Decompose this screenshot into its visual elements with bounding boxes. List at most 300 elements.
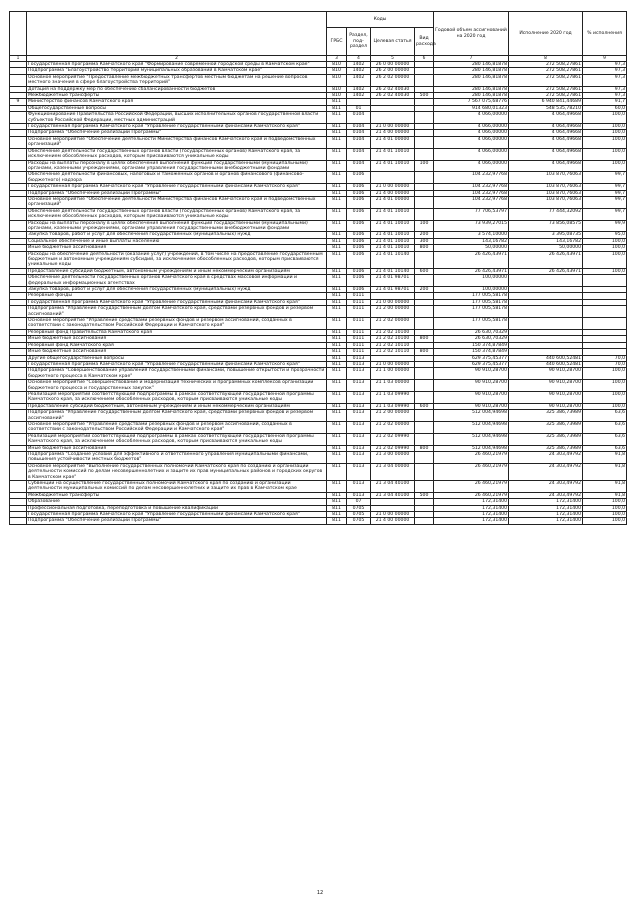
cell-exec (509, 275, 583, 287)
cell-exec: 172,31400 (509, 499, 583, 505)
cell-grbs: 811 (327, 463, 347, 480)
cell-plan: 177 005,58178 (434, 293, 509, 299)
cell-vr (415, 74, 434, 86)
cell-grbs: 811 (327, 172, 347, 184)
cell-rz: 0111 (347, 342, 371, 348)
cell-plan: 150 374,87849 (434, 349, 509, 355)
cell-pct (583, 275, 627, 287)
cell-plan: 90 910,28700 (434, 391, 509, 403)
cell-grbs: 811 (327, 403, 347, 409)
cell-cs: 21 1 03 09990 (371, 391, 415, 403)
header-grbs: ГРБС (327, 28, 347, 56)
cell-name: Предоставление субсидий бюджетным, автономным учреждениям и иным некоммерческим организациям (27, 403, 327, 409)
cell-exec: 50,00000 (509, 245, 583, 251)
cell-plan: 629 375,45377 (434, 355, 509, 361)
cell-plan: 26 460,21979 (434, 463, 509, 480)
cell-name: Функционирование Правительства Российской Федерации, высших исполнительных органов государственной власти субъектов Российской Федерации, местных администраций (27, 112, 327, 124)
cell-pct: 100,0 (583, 124, 627, 130)
cell-name: Резервный фонд Камчатского края (27, 342, 327, 348)
cell-exec (509, 306, 583, 318)
cell-rz: 0106 (347, 196, 371, 208)
cell-name: Государственная программа Камчатского края "Управление государственными финансами Камчатского края" (27, 184, 327, 190)
cell-name: Подпрограмма "Благоустройство территорий муниципальных образований в Камчатском крае" (27, 68, 327, 74)
table-row (10, 172, 627, 184)
cell-grbs: 811 (327, 329, 347, 335)
cell-n (10, 368, 27, 380)
cell-grbs: 811 (327, 99, 347, 105)
cell-vr (415, 481, 434, 493)
cell-grbs: 810 (327, 62, 347, 68)
cell-rz: 0113 (347, 463, 371, 480)
cell-n (10, 306, 27, 318)
cell-vr (415, 410, 434, 422)
cell-vr: 300 (415, 238, 434, 244)
cell-cs: 21 0 00 00000 (371, 361, 415, 367)
col-number: 8 (509, 56, 583, 62)
cell-vr: 200 (415, 232, 434, 238)
cell-pct: 91,7 (583, 99, 627, 105)
cell-exec: 24 303,49792 (509, 481, 583, 493)
cell-rz: 0106 (347, 245, 371, 251)
cell-pct: 100,0 (583, 251, 627, 268)
cell-exec: 4 064,49668 (509, 160, 583, 172)
cell-pct: 63,6 (583, 421, 627, 433)
cell-vr (415, 148, 434, 160)
cell-pct: 70,0 (583, 355, 627, 361)
cell-vr: 600 (415, 403, 434, 409)
table-row (10, 433, 627, 445)
cell-grbs: 810 (327, 93, 347, 99)
cell-cs: 21 2 02 09990 (371, 445, 415, 451)
cell-vr (415, 433, 434, 445)
cell-pct: 99,7 (583, 196, 627, 208)
cell-grbs: 811 (327, 499, 347, 505)
cell-name: Основное мероприятие "Предоставление межбюджетных трансфертов местным бюджетам на решение вопросов местного значения в сфере благоустройства территорий" (27, 74, 327, 86)
cell-exec: 26 426,43971 (509, 268, 583, 274)
cell-pct: 100,0 (583, 391, 627, 403)
cell-n: 9 (10, 99, 27, 105)
cell-rz: 0111 (347, 306, 371, 318)
table-row (10, 368, 627, 380)
cell-pct: 100,0 (583, 499, 627, 505)
cell-plan: 629 375,45377 (434, 361, 509, 367)
cell-cs: 21 4 01 10010 (371, 245, 415, 251)
cell-grbs: 811 (327, 232, 347, 238)
cell-exec: 90 910,28700 (509, 403, 583, 409)
cell-cs: 21 4 01 10010 (371, 232, 415, 238)
cell-grbs: 811 (327, 452, 347, 464)
cell-grbs: 811 (327, 368, 347, 380)
cell-rz: 0113 (347, 452, 371, 464)
cell-grbs: 811 (327, 124, 347, 130)
cell-cs: 21 4 01 10010 (371, 220, 415, 232)
cell-rz: 0106 (347, 208, 371, 220)
cell-vr (415, 318, 434, 330)
table-row (10, 112, 627, 124)
cell-plan: 914 680,01323 (434, 105, 509, 111)
cell-name: Государственная программа Камчатского края "Формирование современной городской среды в Камчатском крае" (27, 62, 327, 68)
cell-name: Субвенции на осуществление государственных полномочий Камчатского края по созданию и организации деятельности муниципальных комиссий по делам несовершеннолетних и защите их прав в Камчатском крае (27, 481, 327, 493)
cell-cs: 21 2 00 00000 (371, 410, 415, 422)
cell-rz: 0104 (347, 160, 371, 172)
cell-cs (371, 172, 415, 184)
cell-plan: 104 232,97768 (434, 184, 509, 190)
cell-plan: 100,00000 (434, 287, 509, 293)
table-row (10, 275, 627, 287)
table-row (10, 136, 627, 148)
table-row (10, 452, 627, 464)
cell-n (10, 112, 27, 124)
cell-plan: 104 232,97768 (434, 172, 509, 184)
cell-vr (415, 380, 434, 392)
cell-rz: 0113 (347, 492, 371, 498)
cell-plan: 280 146,81878 (434, 68, 509, 74)
cell-n (10, 518, 27, 524)
cell-plan: 512 004,94698 (434, 410, 509, 422)
cell-grbs: 811 (327, 349, 347, 355)
cell-cs: 21 4 01 10010 (371, 208, 415, 220)
cell-cs: 21 0 00 00000 (371, 184, 415, 190)
cell-n (10, 433, 27, 445)
cell-pct: 100,0 (583, 148, 627, 160)
table-body (10, 62, 627, 525)
cell-exec: 172,31400 (509, 512, 583, 518)
cell-name: Основное мероприятие "Управление средствами резервных фондов и резервом ассигнований, созданных в соответствии с законодательством Российской Федерации и Камчатского края" (27, 318, 327, 330)
cell-name: Закупка товаров, работ и услуг для обеспечения государственных (муниципальных) нужд (27, 232, 327, 238)
cell-plan: 26 460,21979 (434, 452, 509, 464)
cell-exec: 325 386,73989 (509, 421, 583, 433)
cell-exec: 272 508,27861 (509, 74, 583, 86)
table-row (10, 410, 627, 422)
cell-rz: 0104 (347, 124, 371, 130)
cell-name: Государственная программа Камчатского края "Управление государственными финансами Камчатского края" (27, 124, 327, 130)
cell-n (10, 136, 27, 148)
cell-pct: 63,6 (583, 445, 627, 451)
cell-vr: 800 (415, 349, 434, 355)
budget-execution-table (9, 11, 627, 525)
cell-plan: 4 066,00000 (434, 130, 509, 136)
cell-pct: 97,3 (583, 93, 627, 99)
cell-grbs: 810 (327, 86, 347, 92)
cell-grbs: 811 (327, 196, 347, 208)
cell-exec: 4 064,49668 (509, 148, 583, 160)
cell-pct: 99,7 (583, 208, 627, 220)
cell-pct: 95,0 (583, 232, 627, 238)
cell-name: Иные бюджетные ассигнования (27, 445, 327, 451)
cell-grbs: 811 (327, 505, 347, 511)
cell-exec: 548 535,78210 (509, 105, 583, 111)
cell-cs: 21 0 00 00000 (371, 299, 415, 305)
cell-vr (415, 452, 434, 464)
cell-cs: 21 4 01 10140 (371, 268, 415, 274)
header-name (27, 12, 327, 56)
cell-name: Подпрограмма "Обеспечение реализации Программы" (27, 130, 327, 136)
cell-cs: 21 2 02 10110 (371, 349, 415, 355)
cell-pct: 91,8 (583, 463, 627, 480)
cell-rz: 0705 (347, 505, 371, 511)
cell-pct: 100,0 (583, 130, 627, 136)
cell-name: Предоставление субсидий бюджетным, автономным учреждениям и иным некоммерческим организациям (27, 268, 327, 274)
cell-vr (415, 136, 434, 148)
cell-exec: 325 386,73989 (509, 445, 583, 451)
cell-exec: 172,31400 (509, 505, 583, 511)
cell-plan: 104 232,97768 (434, 196, 509, 208)
cell-rz: 0113 (347, 361, 371, 367)
table-row (10, 208, 627, 220)
header-vr: Вид расхода (415, 28, 434, 56)
cell-grbs: 811 (327, 512, 347, 518)
cell-plan: 177 005,58178 (434, 306, 509, 318)
cell-plan: 4 066,00000 (434, 124, 509, 130)
cell-exec: 325 386,73989 (509, 410, 583, 422)
cell-cs: 21 0 00 00000 (371, 124, 415, 130)
cell-pct: 100,0 (583, 512, 627, 518)
cell-exec: 6 940 841,44689 (509, 99, 583, 105)
cell-name: Подпрограмма "Совершенствование управления государственными финансами, повышение открытости и прозрачности бюджетного процесса в Камчатском крае" (27, 368, 327, 380)
cell-n (10, 220, 27, 232)
cell-rz: 0106 (347, 172, 371, 184)
cell-exec (509, 318, 583, 330)
cell-plan: 177 005,58178 (434, 299, 509, 305)
cell-exec: 3 395,08735 (509, 232, 583, 238)
cell-rz: 0106 (347, 220, 371, 232)
cell-name: Иные бюджетные ассигнования (27, 349, 327, 355)
cell-name: Министерство финансов Камчатского края (27, 99, 327, 105)
cell-rz: 0113 (347, 481, 371, 493)
cell-grbs: 811 (327, 136, 347, 148)
cell-rz: 1402 (347, 86, 371, 92)
col-number: 9 (583, 56, 627, 62)
cell-grbs: 811 (327, 184, 347, 190)
cell-grbs: 811 (327, 160, 347, 172)
cell-n (10, 196, 27, 208)
table-row (10, 160, 627, 172)
cell-cs: 21 2 02 10100 (371, 336, 415, 342)
cell-cs: 21 2 02 00000 (371, 318, 415, 330)
cell-exec: 272 508,27861 (509, 86, 583, 92)
cell-grbs: 811 (327, 342, 347, 348)
cell-name: Межбюджетные трансферты (27, 492, 327, 498)
table-row (10, 481, 627, 493)
cell-rz: 0106 (347, 184, 371, 190)
cell-plan: 26 630,70329 (434, 329, 509, 335)
cell-name: Подпрограмма "Обеспечение реализации Программы" (27, 190, 327, 196)
table-row (10, 463, 627, 480)
cell-name: Резервные фонды (27, 293, 327, 299)
cell-pct (583, 318, 627, 330)
cell-n (10, 208, 27, 220)
cell-grbs: 811 (327, 336, 347, 342)
cell-grbs: 811 (327, 361, 347, 367)
cell-name: Подпрограмма "Обеспечение реализации Программы" (27, 518, 327, 524)
cell-pct: 100,0 (583, 368, 627, 380)
cell-plan: 172,31400 (434, 512, 509, 518)
cell-plan: 90 910,28700 (434, 403, 509, 409)
cell-grbs: 811 (327, 251, 347, 268)
cell-rz: 0111 (347, 299, 371, 305)
cell-rz: 0113 (347, 433, 371, 445)
table-row (10, 421, 627, 433)
cell-grbs: 811 (327, 293, 347, 299)
cell-exec: 103 870,76063 (509, 172, 583, 184)
cell-n (10, 452, 27, 464)
cell-pct: 63,6 (583, 433, 627, 445)
cell-cs: 21 4 00 00000 (371, 190, 415, 196)
cell-rz: 0106 (347, 190, 371, 196)
cell-cs: 26 2 02 00000 (371, 74, 415, 86)
cell-vr: 800 (415, 445, 434, 451)
cell-n (10, 172, 27, 184)
table-row (10, 306, 627, 318)
cell-exec: 103 870,76063 (509, 196, 583, 208)
cell-pct: 99,9 (583, 220, 627, 232)
cell-name: Расходы на обеспечение деятельности (оказание услуг) учреждений, в том числе на предоставление государственным бюджетным и автономным учреждениям субсидий, за исключением обособленных расходов, которым присваиваются уникальные коды (27, 251, 327, 268)
cell-n (10, 251, 27, 268)
cell-cs: 26 2 02 40030 (371, 93, 415, 99)
cell-pct: 100,0 (583, 518, 627, 524)
cell-rz: 0104 (347, 136, 371, 148)
cell-grbs: 811 (327, 391, 347, 403)
cell-cs: 21 1 03 09990 (371, 403, 415, 409)
cell-pct: 100,0 (583, 505, 627, 511)
cell-grbs: 811 (327, 445, 347, 451)
cell-rz: 0111 (347, 293, 371, 299)
cell-grbs: 811 (327, 130, 347, 136)
cell-plan: 177 005,58178 (434, 318, 509, 330)
cell-exec: 272 508,27861 (509, 68, 583, 74)
header-cs: Целевая статья (371, 28, 415, 56)
cell-plan: 50,00000 (434, 245, 509, 251)
cell-grbs: 811 (327, 268, 347, 274)
cell-exec: 4 064,49668 (509, 124, 583, 130)
cell-rz: 1402 (347, 62, 371, 68)
cell-pct: 100,0 (583, 245, 627, 251)
cell-name: Реализация мероприятий соответствующей подпрограммы в рамках соответствующей государственной программы Камчатского края, за исключением обособленных расходов, которым присваиваются уникальные коды (27, 391, 327, 403)
cell-rz: 0106 (347, 268, 371, 274)
cell-plan: 172,31400 (434, 518, 509, 524)
cell-vr (415, 518, 434, 524)
cell-name: Основное мероприятие "Управление средствами резервных фондов и резервом ассигнований, созданных в соответствии с законодательством Российской Федерации и Камчатского края" (27, 421, 327, 433)
cell-name: Общегосударственные вопросы (27, 105, 327, 111)
header-number (10, 12, 27, 56)
cell-name: Основное мероприятие "Совершенствование и модернизация технических и программных комплексов организации бюджетного процесса и государственных закупок" (27, 380, 327, 392)
cell-n (10, 410, 27, 422)
cell-cs: 21 1 03 00000 (371, 380, 415, 392)
cell-cs: 21 4 01 98701 (371, 275, 415, 287)
cell-rz: 0113 (347, 421, 371, 433)
cell-rz: 0113 (347, 445, 371, 451)
cell-exec: 90 910,28700 (509, 380, 583, 392)
cell-name: Социальное обеспечение и иные выплаты населению (27, 238, 327, 244)
table-row (10, 220, 627, 232)
cell-cs: 21 2 02 00000 (371, 421, 415, 433)
cell-vr (415, 251, 434, 268)
table-row (10, 318, 627, 330)
cell-plan: 4 066,00000 (434, 148, 509, 160)
cell-name: Образование (27, 499, 327, 505)
cell-n (10, 391, 27, 403)
cell-cs: 26 2 02 40030 (371, 86, 415, 92)
cell-rz: 0111 (347, 336, 371, 342)
cell-cs: 21 2 02 10110 (371, 342, 415, 348)
cell-plan: 73 939,27015 (434, 220, 509, 232)
cell-exec: 24 303,49792 (509, 452, 583, 464)
cell-rz: 0113 (347, 380, 371, 392)
cell-n (10, 318, 27, 330)
cell-name: Основное мероприятие "Выполнение государственных полномочий Камчатского края по созданию и организации деятельности комиссий по делам несовершеннолетних и защите их прав муниципальных районов и городских округов в Камчатском крае" (27, 463, 327, 480)
cell-exec: 440 600,52481 (509, 355, 583, 361)
header-codes: Коды (327, 12, 434, 28)
cell-vr: 100 (415, 160, 434, 172)
col-number: 7 (434, 56, 509, 62)
cell-vr (415, 421, 434, 433)
cell-rz: 0104 (347, 148, 371, 160)
cell-exec: 172,31400 (509, 518, 583, 524)
cell-pct: 91,8 (583, 452, 627, 464)
cell-plan: 26 426,43971 (434, 251, 509, 268)
cell-vr (415, 368, 434, 380)
cell-cs: 21 3 04 00000 (371, 463, 415, 480)
cell-cs: 21 4 01 00000 (371, 196, 415, 208)
cell-rz: 0111 (347, 329, 371, 335)
cell-plan: 100,00000 (434, 275, 509, 287)
cell-plan: 3 574,10000 (434, 232, 509, 238)
cell-n (10, 380, 27, 392)
cell-pct: 91,8 (583, 481, 627, 493)
cell-plan: 280 146,81878 (434, 74, 509, 86)
cell-rz: 0106 (347, 238, 371, 244)
cell-exec: 440 600,52481 (509, 361, 583, 367)
cell-exec: 143,16782 (509, 238, 583, 244)
col-number: 2 (27, 56, 327, 62)
cell-grbs: 811 (327, 492, 347, 498)
header-plan: Годовой объем ассигнований на 2020 год (434, 12, 509, 56)
cell-pct: 100,0 (583, 268, 627, 274)
cell-grbs: 811 (327, 433, 347, 445)
budget-table-sheet (9, 11, 626, 525)
cell-vr: 800 (415, 336, 434, 342)
cell-name: Основное мероприятие "Обеспечение деятельности Министерства финансов Камчатского края и подведомственных организаций" (27, 136, 327, 148)
table-row (10, 148, 627, 160)
cell-grbs: 810 (327, 68, 347, 74)
cell-exec: 4 064,49668 (509, 112, 583, 124)
cell-exec: 90 910,28700 (509, 368, 583, 380)
cell-grbs: 811 (327, 220, 347, 232)
cell-plan: 512 004,94698 (434, 433, 509, 445)
cell-rz: 1402 (347, 74, 371, 86)
cell-cs: 21 3 04 40100 (371, 492, 415, 498)
cell-cs: 21 2 02 09990 (371, 433, 415, 445)
cell-grbs: 811 (327, 112, 347, 124)
cell-name: Реализация мероприятий соответствующей подпрограммы в рамках соответствующей государственной программы Камчатского края, за исключением обособленных расходов, которым присваиваются уникальные коды (27, 433, 327, 445)
cell-cs: 21 0 00 00000 (371, 512, 415, 518)
cell-plan: 26 630,70329 (434, 336, 509, 342)
cell-plan: 77 706,53797 (434, 208, 509, 220)
cell-plan: 150 374,87849 (434, 342, 509, 348)
cell-pct: 70,0 (583, 361, 627, 367)
cell-n (10, 160, 27, 172)
col-number: 1 (10, 56, 27, 62)
cell-cs: 21 1 00 00000 (371, 368, 415, 380)
cell-cs: 21 3 00 00000 (371, 452, 415, 464)
col-number: 4 (347, 56, 371, 62)
cell-rz: 0113 (347, 403, 371, 409)
cell-pct: 99,7 (583, 184, 627, 190)
table-row (10, 74, 627, 86)
cell-rz: 0705 (347, 512, 371, 518)
cell-cs: 21 4 00 00000 (371, 130, 415, 136)
cell-grbs: 811 (327, 518, 347, 524)
